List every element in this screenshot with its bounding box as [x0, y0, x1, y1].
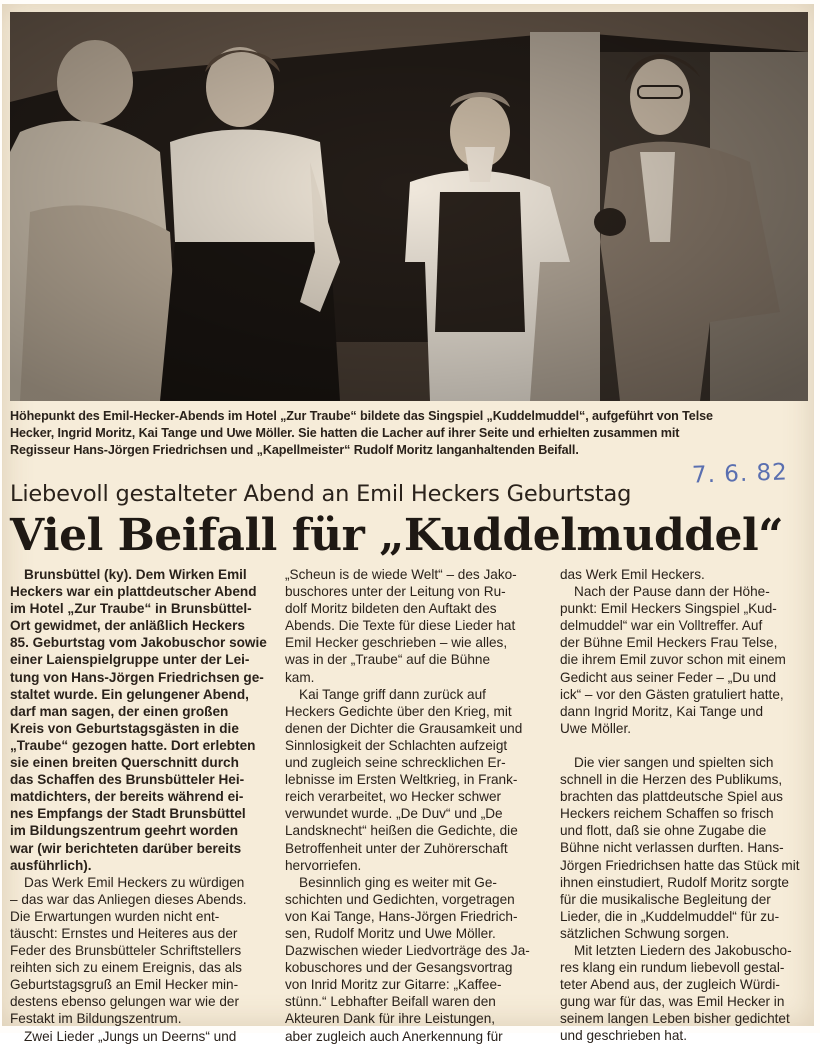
- article-line: der Bühne Emil Heckers Frau Telse,: [560, 635, 778, 651]
- caption-line: Hecker, Ingrid Moritz, Kai Tange und Uwe Möller. Sie hatten die Lacher auf ihrer Seite und erhielten zusammen mit: [10, 426, 680, 440]
- article-line: stünn.“ Lebhafter Beifall waren den: [285, 994, 496, 1010]
- article-line: aber zugleich auch Anerkennung für: [285, 1028, 503, 1044]
- article-line: Abends. Die Texte für diese Lieder hat: [285, 618, 516, 634]
- article-line: ick“ – vor den Gästen gratuliert hatte,: [560, 686, 784, 702]
- article-line: und flott, daß sie ohne Zugabe die: [560, 823, 767, 839]
- article-line: reihten sich zu einem Ereignis, das als: [10, 960, 242, 976]
- article-line: darf man sagen, der einen großen: [10, 703, 229, 719]
- article-line: buschores unter der Leitung von Ru-: [285, 584, 506, 600]
- article-line: [560, 737, 818, 754]
- article-line: täuscht: Ernstes und Heiteres aus der: [10, 925, 238, 941]
- article-line: das Schaffen des Brunsbütteler Hei-: [10, 772, 245, 788]
- article-line: kobuschores und der Gesangsvortrag: [285, 960, 513, 976]
- article-line: nes Empfangs der Stadt Brunsbüttel: [10, 806, 246, 822]
- article-line: Kai Tange griff dann zurück auf: [299, 686, 486, 702]
- handwritten-date: 7. 6. 82: [691, 459, 789, 489]
- article-line: sie einen breiten Querschnitt durch: [10, 755, 239, 771]
- article-line: Gedicht aus seiner Feder – „Du und: [560, 669, 777, 685]
- article-line: Landsknecht“ heißen die Gedichte, die: [285, 823, 518, 839]
- article-line: delmuddel“ war ein Volltreffer. Auf: [560, 618, 763, 634]
- article-line: das Werk Emil Heckers.: [560, 567, 705, 582]
- article-line: was in der „Traube“ auf die Bühne: [285, 652, 491, 668]
- article-line: – das war das Anliegen dieses Abends.: [10, 891, 247, 907]
- newspaper-clipping: [2, 4, 814, 1044]
- article-line: sen, Rudolf Moritz und Uwe Möller.: [285, 925, 496, 941]
- caption-line: Höhepunkt des Emil-Hecker-Abends im Hotel „Zur Traube“ bildete das Singspiel „Kuddelmuddel“, aufgeführt von Telse: [10, 409, 713, 423]
- article-line: kam.: [285, 669, 315, 685]
- article-line: sätzlichen Schwung sorgen.: [560, 925, 730, 941]
- article-line: reich verarbeitet, wo Hecker schwer: [285, 789, 502, 805]
- article-line: 85. Geburtstag vom Jakobuschor sowie: [10, 635, 267, 651]
- caption-line: Regisseur Hans-Jörgen Friedrichsen und „Kapellmeister“ Rudolf Moritz langanhaltenden Beifall.: [10, 443, 579, 457]
- article-line: Ort gewidmet, der anläßlich Heckers: [10, 618, 245, 634]
- article-line: Besinnlich ging es weiter mit Ge-: [299, 874, 497, 890]
- article-line: im Bildungszentrum geehrt worden: [10, 823, 239, 839]
- article-line: die ihrem Emil zuvor schon mit einem: [560, 652, 786, 668]
- article-line: von Inrid Moritz zur Gitarre: „Kaffee-: [285, 977, 502, 993]
- article-line: Dazwischen wieder Liedvorträge des Ja-: [285, 943, 530, 959]
- article-line: gung war für das, was Emil Hecker in: [560, 994, 785, 1010]
- article-line: Die Erwartungen wurden nicht ent-: [10, 908, 220, 924]
- article-line: einer Laienspielgruppe unter der Lei-: [10, 652, 250, 668]
- article-column-2: [285, 566, 547, 1045]
- article-line: seinem langen Leben bisher gedichtet: [560, 1011, 790, 1027]
- article-line: Uwe Möller.: [560, 720, 632, 736]
- article-line: Bühne nicht verlassen durften. Hans-: [560, 840, 784, 856]
- article-column-1: [10, 566, 272, 1045]
- article-line: Nach der Pause dann der Höhe-: [574, 584, 770, 600]
- article-line: brachten das plattdeutsche Spiel aus: [560, 789, 783, 805]
- article-line: Heckers Gedichte über den Krieg, mit: [285, 703, 512, 719]
- article-line: „Traube“ gezogen hatte. Dort erlebten: [10, 737, 256, 753]
- headline: Viel Beifall für „Kuddelmuddel“: [10, 510, 784, 561]
- article-line: tung von Hans-Jörgen Friedrichsen ge-: [10, 669, 264, 685]
- subheadline: Liebevoll gestalteter Abend an Emil Heckers Geburtstag: [10, 481, 632, 507]
- article-line: denen der Dichter die Grausamkeit und: [285, 720, 523, 736]
- article-line: Betroffenheit unter der Zuhörerschaft: [285, 840, 508, 856]
- article-line: res klang ein rundum liebevoll gestal-: [560, 960, 785, 976]
- article-line: staltet wurde. Ein gelungener Abend,: [10, 686, 249, 702]
- article-line: für die musikalische Begleitung der: [560, 891, 771, 907]
- article-line: dolf Moritz bildeten den Auftakt des: [285, 601, 497, 617]
- stage-photo: [10, 12, 808, 401]
- stage-photo-icon: [10, 12, 808, 401]
- article-line: ausführlich).: [10, 857, 92, 873]
- article-line: Mit letzten Liedern des Jakobuscho-: [574, 942, 792, 958]
- article-line: Lieder, die in „Kuddelmuddel“ für zu-: [560, 908, 780, 924]
- article-line: matdichters, der bereits während ei-: [10, 789, 244, 805]
- article-line: ihnen einstudiert, Rudolf Moritz sorgte: [560, 874, 789, 890]
- article-line: Sinnlosigkeit der Schlachten aufzeigt: [285, 737, 508, 753]
- article-line: Das Werk Emil Heckers zu würdigen: [24, 874, 245, 890]
- article-line: Feder des Brunsbütteler Schriftstellers: [10, 943, 242, 959]
- article-line: war (wir berichteten darüber bereits: [10, 840, 242, 856]
- article-line: schichten und Gedichten, vorgetragen: [285, 891, 515, 907]
- article-line: dann Ingrid Moritz, Kai Tange und: [560, 703, 764, 719]
- article-line: schnell in die Herzen des Publikums,: [560, 772, 783, 788]
- article-line: hervorriefen.: [285, 857, 362, 873]
- article-line: Brunsbüttel (ky). Dem Wirken Emil: [24, 567, 247, 582]
- article-line: Geburtstagsgruß an Emil Hecker min-: [10, 977, 239, 993]
- article-line: Akteuren Dank für ihre Leistungen,: [285, 1011, 496, 1027]
- article-line: und geschrieben hat.: [560, 1028, 687, 1044]
- article-line: und zugleich seine schrecklichen Er-: [285, 755, 506, 771]
- article-line: „Scheun is de wiede Welt“ – des Jako-: [285, 567, 517, 582]
- article-line: im Hotel „Zur Traube“ in Brunsbüttel-: [10, 601, 252, 617]
- article-column-3: [560, 566, 818, 1045]
- article-line: Kreis von Geburtstagsgästen in die: [10, 720, 239, 736]
- article-line: punkt: Emil Heckers Singspiel „Kud-: [560, 601, 777, 617]
- article-line: verwundet wurde. „De Duv“ und „De: [285, 806, 503, 822]
- article-line: lebnisse im Ersten Weltkrieg, in Frank-: [285, 772, 518, 788]
- article-line: destens ebenso gelungen war wie der: [10, 994, 239, 1010]
- article-line: Festakt im Bildungszentrum.: [10, 1011, 182, 1027]
- article-line: Heckers reichem Schaffen so frisch: [560, 806, 774, 822]
- article-line: von Kai Tange, Hans-Jörgen Friedrich-: [285, 908, 518, 924]
- article-line: Jörgen Friedrichsen hatte das Stück mit: [560, 857, 800, 873]
- article-line: Die vier sangen und spielten sich: [574, 754, 774, 770]
- photo-caption: [10, 408, 810, 459]
- article-line: Emil Hecker geschrieben – wie alles,: [285, 635, 508, 651]
- article-line: Heckers war ein plattdeutscher Abend: [10, 584, 257, 600]
- article-line: Zwei Lieder „Jungs un Deerns“ und: [24, 1028, 237, 1044]
- article-line: teter Abend aus, der zugleich Würdi-: [560, 977, 780, 993]
